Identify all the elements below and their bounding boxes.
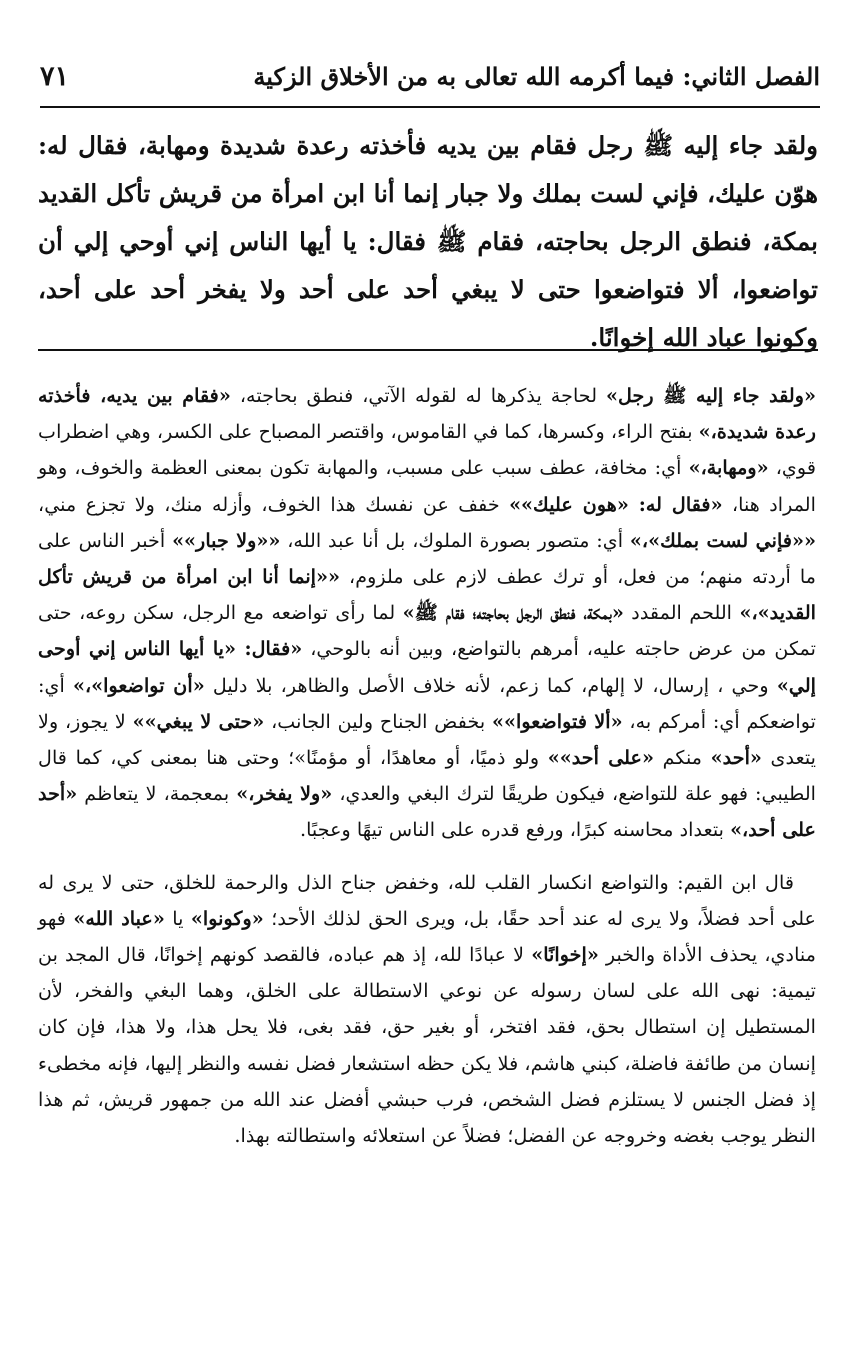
- text-divider: [38, 349, 818, 351]
- commentary: [38, 378, 816, 1154]
- running-header: [40, 52, 820, 108]
- quoted-matn-segment: «ومهابة،»: [688, 456, 769, 480]
- quoted-matn-segment: «عباد الله»: [73, 906, 165, 930]
- quoted-matn-segment: «وكونوا»: [190, 906, 264, 930]
- page-number: ٧١: [40, 60, 70, 92]
- hadith-text: ولقد جاء إليه ﷺ رجل فقام بين يديه فأخذته رعدة شديدة ومهابة، فقال له: هوّن عليك، فإني لست بملك ولا جبار إنما أنا ابن امرأة من قريش تأكل القديد بمكة، فنطق الرجل بحاجته، فقام ﷺ فقال: يا أيها الناس إني أوحي إلي أن تواضعوا، ألا فتواضعوا حتى لا يبغي أحد على أحد ولا يفخر أحد على أحد، وكونوا عباد الله إخوانًا.: [38, 131, 818, 352]
- quoted-matn-segment: «ولا يفخر،»: [236, 782, 333, 806]
- commentary-segment: بمعجمة، لا يتعاظم: [77, 782, 237, 806]
- quoted-matn-segment: «ولقد جاء إليه ﷺ رجل»: [606, 384, 816, 407]
- commentary-segment: أي: تواضعكم أي: أمركم به،: [38, 673, 817, 733]
- quoted-matn-segment: «أحد»: [710, 746, 762, 770]
- commentary-segment: أي: مخافة، عطف سبب على مسبب، والمهابة تكون بمعنى العظمة والخوف، وهو المراد هنا،: [38, 456, 816, 516]
- quoted-matn-segment: «على أحد»»: [547, 746, 654, 770]
- commentary-segment: لما رأى تواضعه مع الرجل، سكن روعه، حتى تمكن من عرض حاجته عليه، أمرهم بالتواضع، وبين أنه بالوحي،: [38, 601, 816, 661]
- commentary-segment: بخفض الجناح ولين الجانب،: [264, 709, 493, 733]
- commentary-paragraph-2: [38, 865, 816, 1155]
- commentary-segment: فهو منادي، يحذف الأداة والخبر: [38, 906, 816, 967]
- quoted-matn-segment: «حتى لا يبغي»»: [132, 709, 265, 733]
- quoted-matn-segment: «أحد على أحد،»: [38, 782, 816, 842]
- quoted-matn-segment: ««إنما أنا ابن امرأة من قريش تأكل القديد»،»: [38, 565, 816, 625]
- commentary-paragraph-1: [38, 378, 816, 849]
- quoted-matn-segment: «فقام بين يديه، فأخذته رعدة شديدة،»: [38, 384, 816, 444]
- commentary-segment: بتعداد محاسنه كبرًا، ورفع قدره على الناس تيهًا وعجبًا.: [299, 818, 731, 842]
- commentary-segment: لحاجة يذكرها له لقوله الآتي، فنطق بحاجته،: [230, 384, 607, 407]
- commentary-segment: اللحم المقدد: [623, 601, 740, 625]
- quoted-matn-segment: ««ولا جبار»»: [172, 528, 281, 552]
- quoted-matn-segment: «ألا فتواضعوا»»: [492, 709, 623, 733]
- chapter-title: الفصل الثاني: فيما أكرمه الله تعالى به من الأخلاق الزكية: [253, 61, 820, 91]
- quoted-matn-segment: «فقال له: «هون عليك»»: [509, 492, 723, 516]
- commentary-segment: لا عبادًا لله، إذ هم عباده، فالقصد كونهم إخوانًا، قال المجد بن تيمية: نهى الله على لسان رسوله عن نوعي الاستطالة على الخلق، وهما البغي والفخر، لأن المستطيل إن استطال بحق، فقد افتخر، أو بغير حق، فقد بغى، فلا يحل هذا، ولا هذا، فإن كان إنسان من طائفة فاضلة، كبني هاشم، فلا يكن حظه استشعار فضل نفسه والنظر إليها، فإنه مخطىء إذ فضل الجنس لا يستلزم فضل الشخص، فرب حبشي أفضل عند الله من جمهور قريش، ثم هذا النظر يوجب بغضه وخروجه عن الفضل؛ فضلاً عن استعلائه واستطالته بهذا.: [38, 943, 816, 1148]
- quoted-matn-segment: «إخوانًا»: [531, 943, 599, 967]
- commentary-segment: وحي ، إرسال، لا إلهام، كما زعم، لأنه خلاف الأصل والظاهر، بلا دليل: [204, 673, 777, 697]
- commentary-segment: بفتح الراء، وكسرها، كما في القاموس، واقتصر المصباح على الكسر، وهي اضطراب قوي،: [38, 420, 816, 480]
- commentary-segment: يا: [164, 906, 191, 930]
- commentary-segment: خفف عن نفسك هذا الخوف، وأزله منك، ولا تجزع مني،: [38, 492, 510, 516]
- quoted-matn-segment: «بمكة، فنطق الرجل بحاجته؛ فقام ﷺ»: [402, 601, 624, 625]
- commentary-segment: أخبر الناس على ما أردته منهم؛ من فعل، أو ترك عطف لازم على ملزوم،: [38, 528, 816, 589]
- quoted-matn-segment: ««فإني لست بملك»،»: [629, 528, 816, 552]
- commentary-segment: أي: متصور بصورة الملوك، بل أنا عبد الله،: [280, 528, 630, 552]
- quoted-matn-segment: «أن تواضعوا»،»: [72, 673, 205, 697]
- commentary-segment: قال ابن القيم: والتواضع انكسار القلب لله، وخفض جناح الذل والرحمة للخلق، حتى لا يرى له على أحد فضلاً، ولا يرى له عند أحد حقًا، بل، ويرى الحق لذلك الأحد؛: [38, 870, 816, 930]
- quoted-matn-segment: «فقال: «يا أيها الناس إني أوحى إلي»: [38, 637, 816, 697]
- commentary-segment: ولو ذميًا، أو معاهدًا، أو مؤمنًا»؛ وحتى هنا بمعنى كي، كما قال الطيبي: فهو علة للتواضع، فيكون طريقًا لترك البغي والعدي،: [38, 746, 817, 806]
- commentary-segment: منكم: [653, 746, 711, 770]
- commentary-segment: لا يجوز، ولا يتعدى: [38, 709, 816, 770]
